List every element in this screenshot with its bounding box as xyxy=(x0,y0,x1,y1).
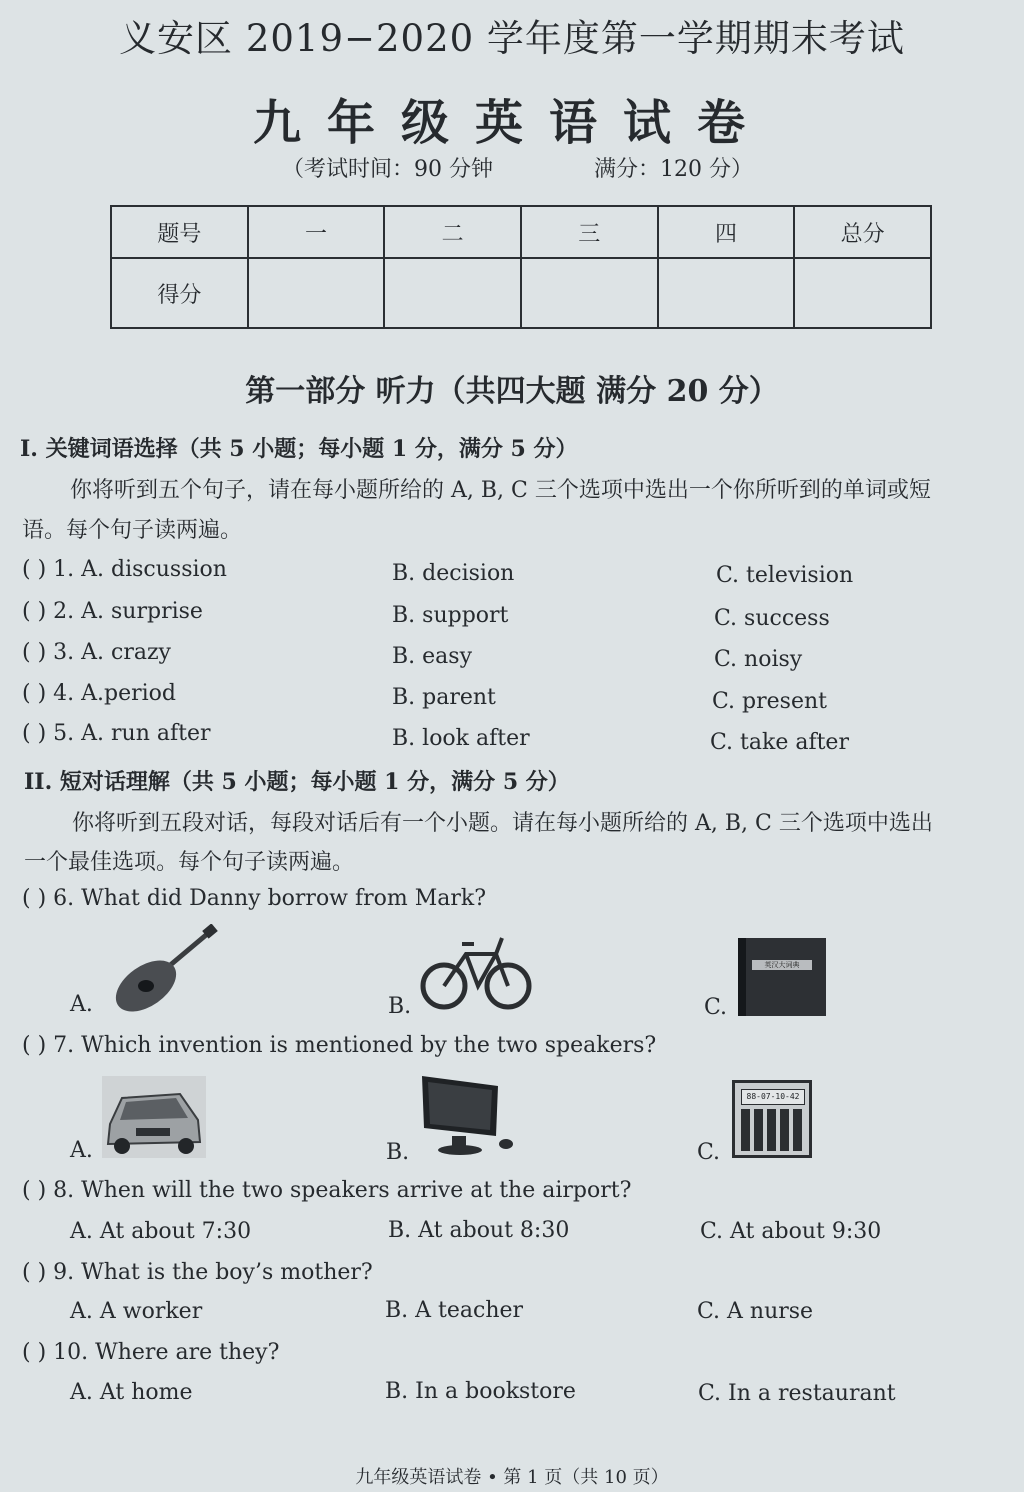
option-c-label: C. xyxy=(697,1140,721,1165)
dictionary-title: 英汉大词典 xyxy=(752,960,812,970)
table-header-cell: 一 xyxy=(248,206,385,258)
bicycle-icon xyxy=(420,930,532,1012)
question-7: ( ) 7. Which invention is mentioned by the two speakers? xyxy=(22,1033,657,1058)
option-a: A. At about 7:30 xyxy=(70,1219,252,1244)
question-9: ( ) 9. What is the boy’s mother? xyxy=(22,1260,373,1285)
full-score: 满分：120 分） xyxy=(594,157,753,182)
section1-instruction: 语。每个句子读两遍。 xyxy=(22,518,243,543)
option-c: C. In a restaurant xyxy=(698,1381,896,1406)
option-b: B. In a bookstore xyxy=(385,1379,576,1404)
section2-instruction: 一个最佳选项。每个句子读两遍。 xyxy=(24,850,355,875)
option-b-label: B. xyxy=(386,1140,410,1165)
score-cell[interactable] xyxy=(658,258,795,328)
option-c-label: C. xyxy=(704,995,728,1020)
question-6: ( ) 6. What did Danny borrow from Mark? xyxy=(22,886,487,911)
question-1: ( ) 1. A. discussion xyxy=(22,557,227,582)
option-c: C. noisy xyxy=(714,647,803,672)
question-8: ( ) 8. When will the two speakers arrive at the airport? xyxy=(22,1178,632,1203)
question-10: ( ) 10. Where are they? xyxy=(22,1340,280,1365)
table-header-cell: 四 xyxy=(658,206,795,258)
table-header-cell: 题号 xyxy=(111,206,248,258)
exam-title: 义安区 2019−2020 学年度第一学期期末考试 xyxy=(119,17,905,60)
option-c: C. A nurse xyxy=(697,1299,814,1324)
option-a-label: A. xyxy=(70,1138,93,1163)
option-c: C. At about 9:30 xyxy=(700,1219,882,1244)
option-b-label: B. xyxy=(388,994,412,1019)
option-b: B. At about 8:30 xyxy=(388,1218,570,1243)
table-row-label: 得分 xyxy=(111,258,248,328)
score-cell[interactable] xyxy=(521,258,658,328)
car-icon xyxy=(102,1076,206,1158)
section1-heading: I. 关键词语选择（共 5 小题；每小题 1 分，满分 5 分） xyxy=(20,436,578,462)
section2-instruction: 你将听到五段对话，每段对话后有一个小题。请在每小题所给的 A, B, C 三个选项中选出 xyxy=(72,811,933,836)
option-a-label: A. xyxy=(70,992,93,1017)
table-header-cell: 三 xyxy=(521,206,658,258)
question-2: ( ) 2. A. surprise xyxy=(22,599,203,624)
score-cell[interactable] xyxy=(248,258,385,328)
option-b: B. look after xyxy=(392,726,530,751)
option-c: C. take after xyxy=(710,730,849,755)
calculator-icon xyxy=(732,1080,812,1158)
table-header-cell: 总分 xyxy=(794,206,931,258)
page-footer: 九年级英语试卷 • 第 1 页（共 10 页） xyxy=(355,1467,669,1488)
option-c: C. present xyxy=(712,689,827,714)
question-5: ( ) 5. A. run after xyxy=(22,721,211,746)
guitar-icon xyxy=(104,924,220,1012)
part-title: 第一部分 听力（共四大题 满分 20 分） xyxy=(245,374,779,409)
score-table xyxy=(110,205,932,329)
option-c: C. success xyxy=(714,606,830,631)
question-4: ( ) 4. A.period xyxy=(22,681,176,706)
score-cell[interactable] xyxy=(794,258,931,328)
score-cell[interactable] xyxy=(384,258,521,328)
question-3: ( ) 3. A. crazy xyxy=(22,640,171,665)
option-b: B. support xyxy=(392,603,509,628)
calculator-display: 88-07-10-42 xyxy=(741,1089,805,1105)
option-c: C. television xyxy=(716,563,854,588)
option-b: B. easy xyxy=(392,644,473,669)
option-a: A. A worker xyxy=(70,1299,203,1324)
section2-heading: II. 短对话理解（共 5 小题；每小题 1 分，满分 5 分） xyxy=(24,769,570,795)
table-header-cell: 二 xyxy=(384,206,521,258)
option-b: B. parent xyxy=(392,685,496,710)
section1-instruction: 你将听到五个句子，请在每小题所给的 A, B, C 三个选项中选出一个你所听到的单词或短 xyxy=(70,478,931,503)
exam-subtitle: 九年级英语试卷 xyxy=(252,95,771,151)
option-a: A. At home xyxy=(70,1380,193,1405)
option-b: B. decision xyxy=(392,561,515,586)
computer-icon xyxy=(420,1074,516,1158)
exam-time: （考试时间：90 分钟 xyxy=(282,157,493,182)
dictionary-icon xyxy=(738,938,826,1016)
option-b: B. A teacher xyxy=(385,1298,524,1323)
